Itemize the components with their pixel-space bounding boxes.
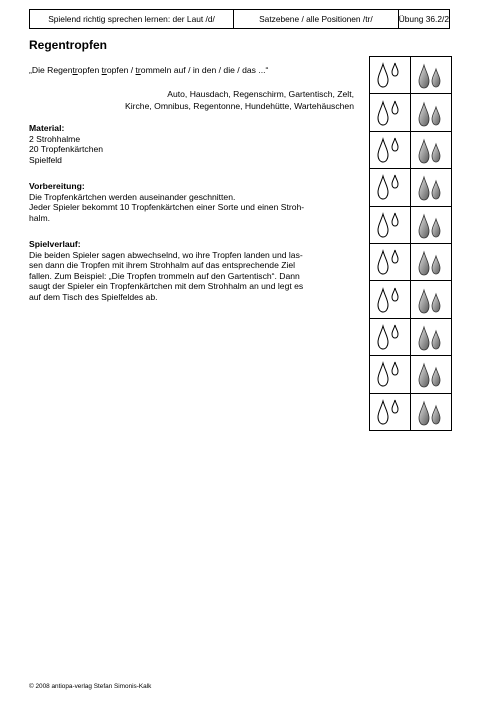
raindrops-outline-icon — [370, 57, 411, 94]
card-row — [370, 244, 452, 281]
paragraph-line: Die beiden Spieler sagen abwechselnd, wo ihre Tropfen landen und las- — [29, 249, 303, 260]
raindrops-outline-icon — [370, 94, 411, 131]
worksheet-header — [29, 9, 450, 29]
header-level: Satzebene / alle Positionen /tr/ — [234, 10, 399, 28]
section-title: Material: — [29, 123, 65, 133]
raindrops-outline-icon — [370, 319, 411, 356]
card-row — [370, 394, 452, 431]
raindrops-filled-icon — [411, 281, 452, 318]
card-row — [370, 169, 452, 206]
material-item: 20 Tropfenkärtchen — [29, 144, 104, 155]
card-row — [370, 132, 452, 169]
page-title: Regentropfen — [29, 38, 107, 52]
sentence-part: „Die Regen — [29, 65, 73, 75]
section-title: Vorbereitung: — [29, 181, 85, 191]
target-list-line: Auto, Hausdach, Regenschirm, Gartentisch, Zelt, — [167, 89, 354, 99]
header-series-title: Spielend richtig sprechen lernen: der Laut /d/ — [30, 10, 234, 28]
sentence-highlight: tr — [135, 65, 141, 75]
target-sentence — [29, 65, 268, 75]
card-row — [370, 94, 452, 131]
paragraph-line: Die Tropfenkärtchen werden auseinander geschnitten. — [29, 191, 236, 202]
raindrops-outline-icon — [370, 356, 411, 393]
material-item: Spielfeld — [29, 154, 62, 165]
material-item: 2 Strohhalme — [29, 133, 81, 144]
raindrops-filled-icon — [411, 207, 452, 244]
sentence-highlight: tr — [72, 65, 78, 75]
paragraph-line: fallen. Zum Beispiel: „Die Tropfen trommeln auf den Gartentisch“. Dann — [29, 270, 300, 281]
raindrops-filled-icon — [411, 94, 452, 131]
raindrops-filled-icon — [411, 132, 452, 169]
paragraph-line: saugt der Spieler ein Tropfenkärtchen mit dem Strohhalm an und legt es — [29, 281, 304, 292]
card-row — [370, 281, 452, 318]
sentence-part: opfen / — [106, 65, 136, 75]
raindrops-outline-icon — [370, 244, 411, 281]
raindrops-filled-icon — [411, 394, 452, 431]
target-list-line: Kirche, Omnibus, Regentonne, Hundehütte, Wartehäuschen — [125, 100, 354, 111]
raindrops-filled-icon — [411, 169, 452, 206]
raindrops-outline-icon — [370, 281, 411, 318]
paragraph-line: halm. — [29, 212, 51, 223]
preparation-section — [29, 181, 359, 223]
card-row — [370, 207, 452, 244]
section-title: Spielverlauf: — [29, 239, 81, 249]
card-row — [370, 319, 452, 356]
copyright-footer: © 2008 antiopa-verlag Stefan Simonis-Kalk — [29, 683, 152, 690]
raindrops-outline-icon — [370, 394, 411, 431]
card-row — [370, 356, 452, 393]
raindrop-card-grid — [369, 56, 452, 431]
raindrops-outline-icon — [370, 207, 411, 244]
raindrops-outline-icon — [370, 132, 411, 169]
sentence-part: opfen — [77, 65, 102, 75]
sentence-highlight: tr — [101, 65, 107, 75]
raindrops-filled-icon — [411, 57, 452, 94]
paragraph-line: sen dann die Tropfen mit ihrem Strohhalm auf das entsprechende Ziel — [29, 260, 296, 271]
raindrops-filled-icon — [411, 244, 452, 281]
header-exercise-number: Übung 36.2/2 — [398, 14, 449, 24]
card-row — [370, 57, 452, 94]
raindrops-outline-icon — [370, 169, 411, 206]
paragraph-line: auf dem Tisch des Spielfeldes ab. — [29, 291, 158, 302]
target-list — [29, 89, 354, 112]
material-section — [29, 123, 359, 165]
paragraph-line: Jeder Spieler bekommt 10 Tropfenkärtchen einer Sorte und einen Stroh- — [29, 202, 305, 213]
sentence-part: ommeln auf / in den / die / das ...“ — [140, 65, 269, 75]
raindrops-filled-icon — [411, 356, 452, 393]
gameplay-section — [29, 239, 359, 303]
raindrops-filled-icon — [411, 319, 452, 356]
